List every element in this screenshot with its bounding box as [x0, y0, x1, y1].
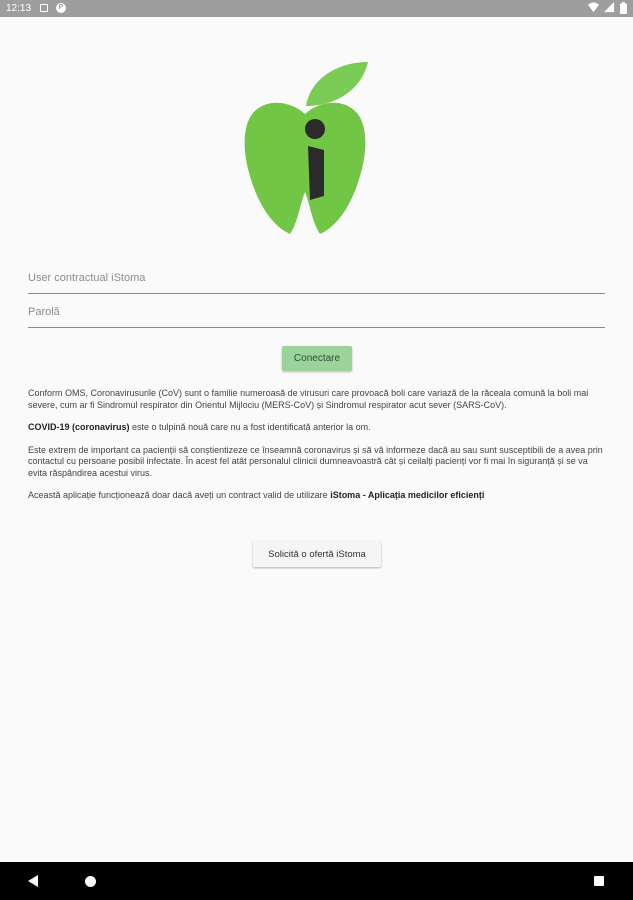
- info-paragraph-2-text: este o tulpină nouă care nu a fost identificată anterior la om.: [129, 422, 371, 432]
- tooth-shape: [245, 103, 366, 234]
- letter-i-dot: [305, 119, 325, 139]
- info-paragraph-4: [28, 490, 605, 502]
- status-bar: [0, 0, 633, 17]
- covid-info: [28, 388, 605, 513]
- istoma-tagline: iStoma - Aplicația medicilor eficienți: [330, 490, 485, 500]
- wifi-icon: [588, 2, 599, 13]
- notification-icon: [40, 4, 48, 12]
- signal-icon: [604, 2, 615, 13]
- app-notification-icon: P: [56, 3, 66, 13]
- status-icons: [586, 2, 627, 15]
- status-time: 12:13: [6, 3, 32, 14]
- password-input[interactable]: [28, 297, 605, 327]
- covid-title: COVID-19 (coronavirus): [28, 422, 130, 432]
- leaf-icon: [306, 62, 368, 106]
- connect-button[interactable]: Conectare: [282, 346, 352, 371]
- request-offer-button[interactable]: Solicită o ofertă iStoma: [253, 541, 381, 567]
- info-paragraph-3: Este extrem de important ca pacienții să conștientizeze ce înseamnă coronavirus și să vă informeze dacă au sau sunt susceptibili de a avea prin contactul cu persoane posibil infectate. În acest fel atât personalul clinicii dumneavoastră cât și ceilalți pacienți vor fi mai în siguranță și se va evita răspândirea acestui virus.: [28, 444, 603, 478]
- istoma-logo: [240, 58, 370, 240]
- battery-icon: [620, 2, 627, 14]
- home-icon[interactable]: [85, 876, 96, 887]
- navigation-bar: [0, 862, 633, 900]
- info-paragraph-1: Conform OMS, Coronavirusurile (CoV) sunt o familie numeroasă de virusuri care provoacă boli care variază de la răceala comună la boli mai severe, cum ar fi Sindromul respirator din Orientul Mijlociu (MERS-CoV) și Sindromul respirator acut sever (SARS-CoV).: [28, 388, 589, 410]
- info-paragraph-2: [28, 422, 605, 434]
- letter-i-stem: [308, 146, 324, 200]
- user-input[interactable]: [28, 263, 605, 293]
- password-field[interactable]: [28, 297, 605, 328]
- user-field[interactable]: [28, 263, 605, 294]
- back-icon[interactable]: [28, 875, 39, 887]
- recents-icon[interactable]: [594, 876, 604, 886]
- info-paragraph-4-text: Această aplicație funcționează doar dacă aveți un contract valid de utilizare: [28, 490, 331, 500]
